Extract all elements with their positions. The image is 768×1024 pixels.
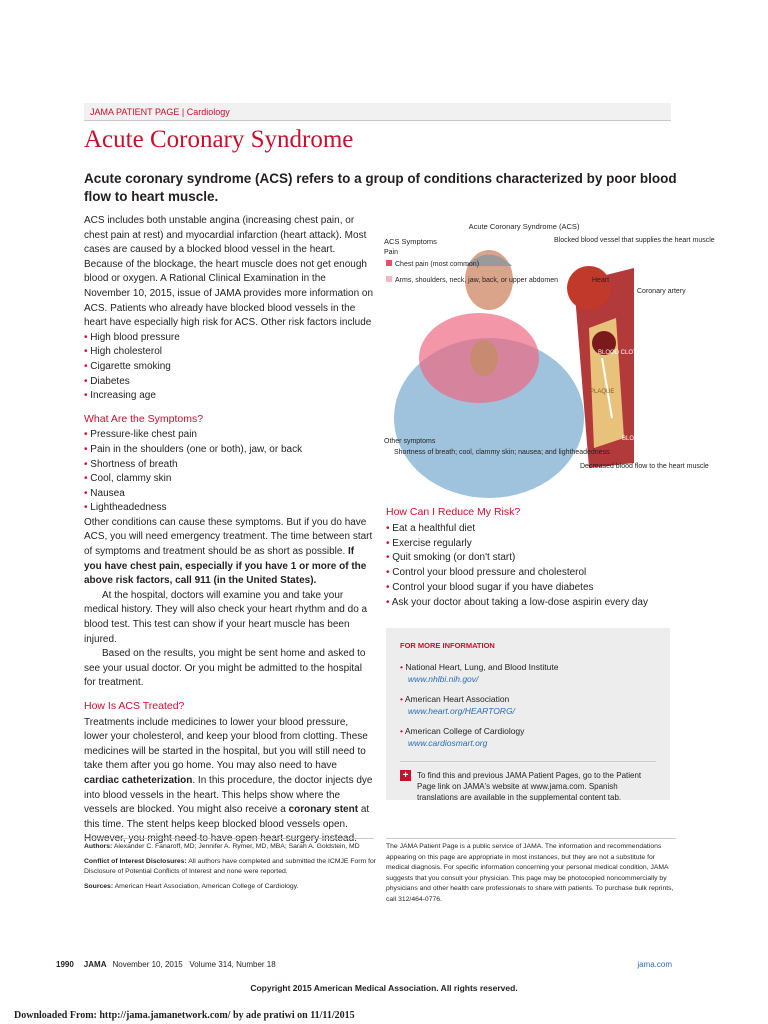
paragraph-1: ACS includes both unstable angina (increasing chest pain, or chest pain at rest) and myocardial infarction (heart attack). Most cases are caused by a blocked blood vessel in the heart. Because of the blockage, the heart muscle does not get enough blood or oxygen. A Rational Clinical Examination in the November 10, 2015, issue of JAMA provides more information on ACS. Patients who already have blocked blood vessels in the heart have especially high risk for ACS. Other risk factors include xyxy=(84,215,374,329)
info-item: • American College of Cardiology www.cardiosmart.org xyxy=(400,725,656,749)
list-item: • Cigarette smoking xyxy=(84,360,374,375)
blood-clot-label: BLOOD CLOT xyxy=(598,350,637,356)
list-item: • Eat a healthful diet xyxy=(386,522,676,537)
list-item: • Diabetes xyxy=(84,375,374,390)
info-footer xyxy=(400,761,656,803)
info-link[interactable]: www.heart.org/HEARTORG/ xyxy=(408,706,515,716)
paragraph-4: Based on the results, you might be sent home and asked to see your usual doctor. Or you might be admitted to the hospital for treatment. xyxy=(84,648,366,689)
chest-pain-label: Chest pain (most common) xyxy=(395,261,480,268)
list-item: • High cholesterol xyxy=(84,345,374,360)
symptoms-list xyxy=(84,428,374,516)
paragraph-2: Other conditions can cause these symptoms. But if you do have ACS, you will need emergency treatment. The time between start of symptoms and treatment should be as short as possible. If you have chest pain, especially if you have 1 or more of the above risk factors, call 911 (in the United States). xyxy=(84,516,373,587)
blocked-vessel-label: Blocked blood vessel that supplies the heart muscle xyxy=(554,237,715,244)
sources-text: American Heart Association, American College of Cardiology. xyxy=(114,882,299,890)
acs-symptoms-label: ACS Symptoms xyxy=(384,237,437,246)
info-heading: FOR MORE INFORMATION xyxy=(400,641,495,650)
issue-info: November 10, 2015 Volume 314, Number 18 xyxy=(112,960,276,969)
other-symptoms-label: Other symptoms xyxy=(384,438,436,445)
list-item: • Shortness of breath xyxy=(84,458,374,473)
info-link[interactable]: www.cardiosmart.org xyxy=(408,738,488,748)
public-service-note: The JAMA Patient Page is a public service of JAMA. The information and recommendations appearing on this page are appropriate in most instances, but they are not a substitute for medical diagnosis. For specific information concerning your personal medical condition, JAMA suggests that you consult your physician. This page may be photocopied noncommercially by physicians and other health care professionals to share with patients. To purchase bulk reprints, call 312/464-0776. xyxy=(386,843,674,903)
heart-label: Heart xyxy=(592,277,610,284)
page-number: 1990 xyxy=(56,960,74,969)
journal-name: JAMA xyxy=(83,960,107,969)
heart-shape xyxy=(567,266,611,310)
list-item: • Pain in the shoulders (one or both), jaw, or back xyxy=(84,443,374,458)
treated-heading: How Is ACS Treated? xyxy=(84,700,185,712)
list-item: • High blood pressure xyxy=(84,331,374,346)
right-column xyxy=(386,505,676,611)
arms-pain-swatch xyxy=(386,276,392,282)
figure-title: Acute Coronary Syndrome (ACS) xyxy=(468,222,580,231)
download-note: Downloaded From: http://jama.jamanetwork.com/ by ade pratiwi on 11/11/2015 xyxy=(14,1010,355,1021)
coronary-artery-label: Coronary artery xyxy=(637,288,686,295)
list-item: • Increasing age xyxy=(84,389,374,404)
patient-page-header: JAMA PATIENT PAGE | Cardiology xyxy=(84,103,671,121)
risk-heading: How Can I Reduce My Risk? xyxy=(386,506,521,518)
reduce-risk-list xyxy=(386,522,676,611)
info-item: • American Heart Association www.heart.org/HEARTORG/ xyxy=(400,693,656,717)
list-item: • Ask your doctor about taking a low-dose aspirin every day xyxy=(386,596,676,611)
paragraph-3: At the hospital, doctors will examine you and take your medical history. They will also check your heart rhythm and do a blood test. This test can show if your heart muscle has been injured. xyxy=(84,589,368,645)
site-link[interactable]: jama.com xyxy=(637,960,672,969)
person-hand xyxy=(470,340,498,376)
arms-pain-label: Arms, shoulders, neck, jaw, back, or upper abdomen xyxy=(395,277,559,284)
blood-flow-label: BLOOD FLOW xyxy=(622,436,663,442)
list-item: • Pressure-like chest pain xyxy=(84,428,374,443)
info-item: • National Heart, Lung, and Blood Institute www.nhlbi.nih.gov/ xyxy=(400,661,656,685)
list-item: • Control your blood sugar if you have diabetes xyxy=(386,581,676,596)
pain-label: Pain xyxy=(384,249,399,256)
plus-icon: + xyxy=(400,770,411,781)
left-column xyxy=(84,214,374,847)
list-item: • Quit smoking (or don't start) xyxy=(386,551,676,566)
chest-pain-swatch xyxy=(386,260,392,266)
decreased-flow-label: Decreased blood flow to the heart muscle xyxy=(580,463,709,470)
paragraph-5: Treatments include medicines to lower your blood pressure, lower your cholesterol, and keep your blood from clotting. These medicines will be started in the hospital, but you will still need to take them after you go home. You may also need to have cardiac catheterization. In this procedure, the doctor injects dye into blood vessels in the heart. This helps show where the vessels are blocked. You might also receive a coronary stent at this time. The stent helps keep blocked blood vessels open. xyxy=(84,716,373,830)
symptoms-heading: What Are the Symptoms? xyxy=(84,412,204,425)
call-911-text: If you have chest pain, especially if you have 1 or more of the above risk factors, call 911 (in the United States). xyxy=(84,546,367,587)
header-section: Cardiology xyxy=(186,107,230,117)
info-link[interactable]: www.nhlbi.nih.gov/ xyxy=(408,674,479,684)
divider xyxy=(84,838,374,839)
list-item: • Cool, clammy skin xyxy=(84,472,374,487)
page-title: Acute Coronary Syndrome xyxy=(84,126,354,153)
risk-factor-list xyxy=(84,331,374,404)
list-item: • Control your blood pressure and cholesterol xyxy=(386,566,676,581)
list-item: • Lightheadedness xyxy=(84,501,374,516)
page-footer xyxy=(56,960,672,969)
more-information-box xyxy=(386,628,670,800)
illustration-svg xyxy=(384,218,715,486)
divider xyxy=(386,838,676,839)
authors: Alexander C. Fanaroff, MD; Jennifer A. Rymer, MD, MBA; Sarah A. Goldstein, MD xyxy=(113,843,360,850)
list-item: • Exercise regularly xyxy=(386,537,676,552)
header-label: JAMA PATIENT PAGE xyxy=(90,107,180,117)
acs-illustration xyxy=(384,218,715,486)
credits-left: Authors: Alexander C. Fanaroff, MD; Jennifer A. Rymer, MD, MBA; Sarah A. Goldstein, MD Conflict of Interest Disclosures: All authors have completed and submitted the ICMJE Form for Disclosure of Potential Conflicts of Interest and none were reported. Sources: American Heart Association, American College of Cardiology. xyxy=(84,843,377,890)
coi-text: All authors have completed and submitted the ICMJE Form for Disclosure of Potential Conflicts of Interest and none were reported. xyxy=(84,857,377,875)
info-footer-text: To find this and previous JAMA Patient Pages, go to the Patient Page link on JAMA's website at www.jama.com. Spanish translations are available in the supplemental content tab. xyxy=(417,771,642,802)
intro-text: Acute coronary syndrome (ACS) refers to a group of conditions characterized by poor blood flow to heart muscle. xyxy=(84,171,677,204)
list-item: • Nausea xyxy=(84,487,374,502)
plaque-label: PLAQUE xyxy=(590,389,615,395)
other-symptoms-detail: Shortness of breath; cool, clammy skin; nausea; and lightheadedness xyxy=(394,449,610,456)
copyright: Copyright 2015 American Medical Association. All rights reserved. xyxy=(250,983,518,993)
